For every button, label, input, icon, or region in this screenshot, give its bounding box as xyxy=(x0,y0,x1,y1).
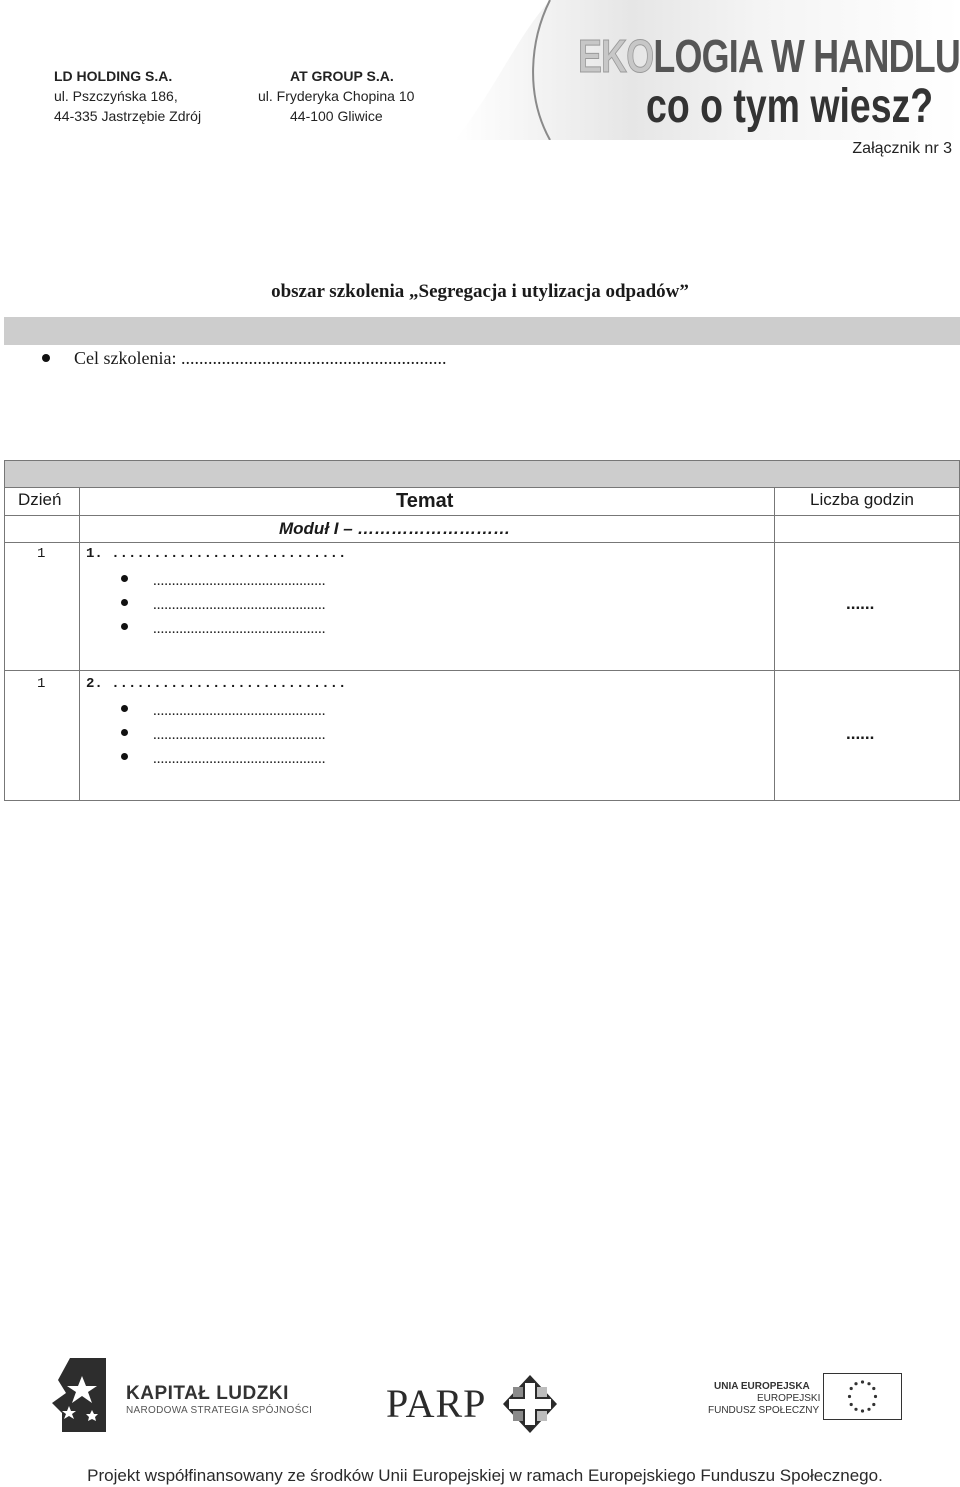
section-divider-bar xyxy=(4,317,960,345)
table-line xyxy=(4,460,5,801)
kapital-ludzki-title: KAPITAŁ LUDZKI xyxy=(126,1383,289,1404)
ue-subtitle: EUROPEJSKI xyxy=(757,1393,821,1404)
bullet-icon xyxy=(121,705,128,712)
list-item: .............................................. xyxy=(121,620,326,638)
bullet-icon xyxy=(121,729,128,736)
bullet-icon xyxy=(121,575,128,582)
training-goal xyxy=(42,348,446,369)
row-day: 1 xyxy=(37,546,46,562)
list-item: .............................................. xyxy=(121,596,326,614)
row-day: 1 xyxy=(37,676,46,692)
ue-title: UNIA EUROPEJSKA xyxy=(714,1381,810,1392)
parp-logo-text: PARP xyxy=(386,1381,487,1426)
logo-rest: LOGIA W HANDLU xyxy=(653,30,960,82)
table-top-bar xyxy=(4,460,960,487)
eu-flag-icon xyxy=(823,1373,902,1420)
header-topic: Temat xyxy=(396,490,454,512)
table-line xyxy=(4,542,960,543)
list-item: .............................................. xyxy=(121,750,326,768)
bullet-icon xyxy=(121,623,128,630)
ue-fund: FUNDUSZ SPOŁECZNY xyxy=(708,1405,820,1416)
list-item: .............................................. xyxy=(121,702,326,720)
bullet-icon xyxy=(121,599,128,606)
row-topic: 1. ............................ xyxy=(86,546,347,562)
ekologia-logo-line1 xyxy=(578,32,960,80)
training-table xyxy=(4,460,960,801)
table-line xyxy=(4,515,960,516)
goal-text: Cel szkolenia: ........................................................... xyxy=(74,348,447,368)
bullet-icon xyxy=(42,354,50,362)
company-name: LD HOLDING S.A. xyxy=(54,68,173,84)
row-hours: ...... xyxy=(846,594,875,613)
list-item: .............................................. xyxy=(121,572,326,590)
table-line xyxy=(774,487,775,801)
title-text: obszar szkolenia „Segregacja i utylizacja odpadów” xyxy=(271,281,689,302)
cofinancing-note: Projekt współfinansowany ze środków Unii Europejskiej w ramach Europejskiego Funduszu Społecznego. xyxy=(87,1466,883,1485)
module-label: Moduł I – ……………………… xyxy=(279,519,511,538)
company-address-line: ul. Pszczyńska 186, xyxy=(54,88,178,104)
table-line xyxy=(4,670,960,671)
company-at-group xyxy=(258,66,414,126)
table-line xyxy=(79,487,80,801)
kapital-ludzki-subtitle: NARODOWA STRATEGIA SPÓJNOŚCI xyxy=(126,1405,313,1416)
logo-eko: EKO xyxy=(578,30,654,82)
training-area-title xyxy=(0,281,960,303)
list-item: .............................................. xyxy=(121,726,326,744)
row-hours: ...... xyxy=(846,724,875,743)
table-line xyxy=(4,487,960,488)
company-address-line: ul. Fryderyka Chopina 10 xyxy=(258,88,415,104)
parp-logo-icon xyxy=(497,1375,563,1433)
company-address-line: 44-335 Jastrzębie Zdrój xyxy=(54,108,202,124)
annex-label: Załącznik nr 3 xyxy=(852,140,952,157)
kapital-ludzki-icon xyxy=(52,1358,114,1432)
table-line xyxy=(4,800,960,801)
bullet-icon xyxy=(121,753,128,760)
header-hours: Liczba godzin xyxy=(810,490,914,509)
ekologia-logo-line2: co o tym wiesz? xyxy=(646,80,934,133)
company-ld-holding xyxy=(54,66,201,126)
company-address-line: 44-100 Gliwice xyxy=(290,108,383,124)
header-day: Dzień xyxy=(18,490,62,509)
company-name: AT GROUP S.A. xyxy=(290,68,394,84)
row-topic: 2. ............................ xyxy=(86,676,347,692)
